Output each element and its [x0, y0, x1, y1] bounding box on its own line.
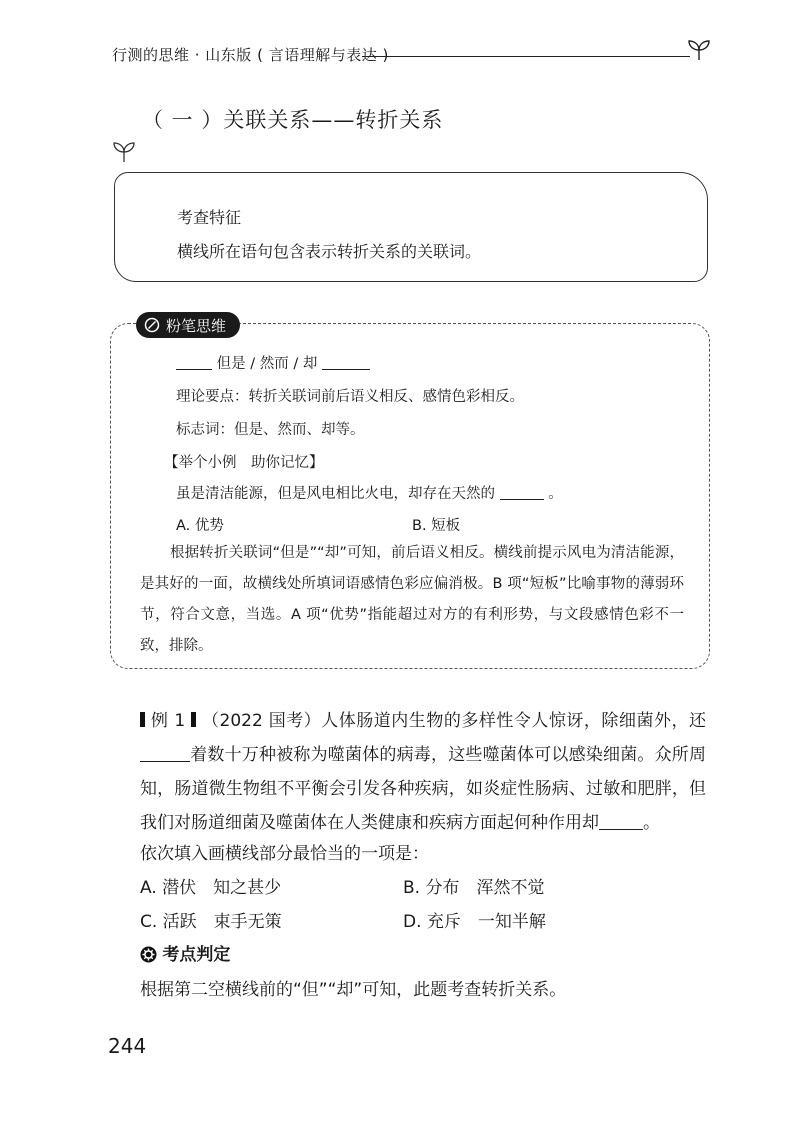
question-prompt: 依次填入画横线部分最恰当的一项是：	[140, 844, 429, 864]
option-c: C. 活跃 束手无策	[140, 912, 282, 932]
sprout-icon	[112, 141, 136, 163]
pattern-line	[176, 352, 370, 373]
blank-line	[599, 829, 643, 830]
chalk-icon	[144, 317, 160, 333]
markers-line: 标志词：但是、然而、却等。	[176, 422, 365, 438]
example-header: 【举个小例 助你记忆】	[164, 455, 324, 471]
header-title: 行测的思维 · 山东版 ( 言语理解与表达 )	[112, 44, 397, 65]
option-b: B. 短板	[412, 518, 461, 534]
option-a: A. 潜伏 知之甚少	[140, 878, 282, 898]
example1-label: 例 1	[150, 711, 186, 731]
example-explanation: 根据转折关联词“但是”“却”可知，前后语义相反。横线前提示风电为清洁能源，是其好的一面，故横线处所填词语感情色彩应偏消极。B 项“短板”比喻事物的薄弱环节，符合文意，当选。A 项“优势”指能超过对方的有利形势，与文段感情色彩不一致，排除。	[140, 545, 684, 654]
label-mark	[191, 712, 196, 727]
running-header	[112, 40, 712, 68]
feature-box	[114, 172, 708, 282]
blank-line	[500, 499, 544, 500]
sprout-icon	[686, 38, 712, 62]
label-mark	[140, 712, 145, 727]
example-question-text: 虽是清洁能源，但是风电相比火电，却存在天然的	[176, 486, 495, 502]
judge-title-row	[140, 940, 230, 965]
example1-text-3: 。	[643, 813, 660, 833]
example-question-end: 。	[548, 486, 563, 502]
blank-line	[140, 761, 190, 762]
example-question	[176, 482, 563, 503]
example1-text-2: 着数十万种被称为噬菌体的病毒，这些噬菌体可以感染细菌。众所周知，肠道微生物组不平衡会引发各种疾病，如炎症性肠病、过敏和肥胖，但我们对肠道细菌及噬菌体在人类健康和疾病方面起何种作用却	[140, 745, 706, 833]
judge-text: 根据第二空横线前的“但”“却”可知，此题考查转折关系。	[140, 980, 567, 1000]
blank-line	[176, 369, 212, 370]
badge-label: 粉笔思维	[166, 316, 227, 335]
option-d: D. 充斥 一知半解	[403, 912, 546, 932]
option-b: B. 分布 浑然不觉	[403, 878, 545, 898]
example1-text	[140, 704, 706, 840]
option-a: A. 优势	[176, 518, 224, 534]
feature-text: 横线所在语句包含表示转折关系的关联词。	[177, 242, 482, 261]
judge-title: 考点判定	[162, 945, 231, 965]
gear-icon	[140, 946, 157, 963]
pattern-words: 但是 / 然而 / 却	[212, 356, 322, 372]
page-number: 244	[108, 1034, 147, 1058]
section-title: （ 一 ）关联关系——转折关系	[142, 108, 444, 132]
feature-label: 考查特征	[177, 208, 242, 227]
theory-line: 理论要点：转折关联词前后语义相反、感情色彩相反。	[176, 389, 524, 405]
thinking-badge	[136, 312, 240, 338]
example1-text-1: （2022 国考）人体肠道内生物的多样性令人惊讶，除细菌外，还	[202, 711, 706, 731]
header-rule	[362, 56, 690, 57]
blank-line	[322, 369, 370, 370]
